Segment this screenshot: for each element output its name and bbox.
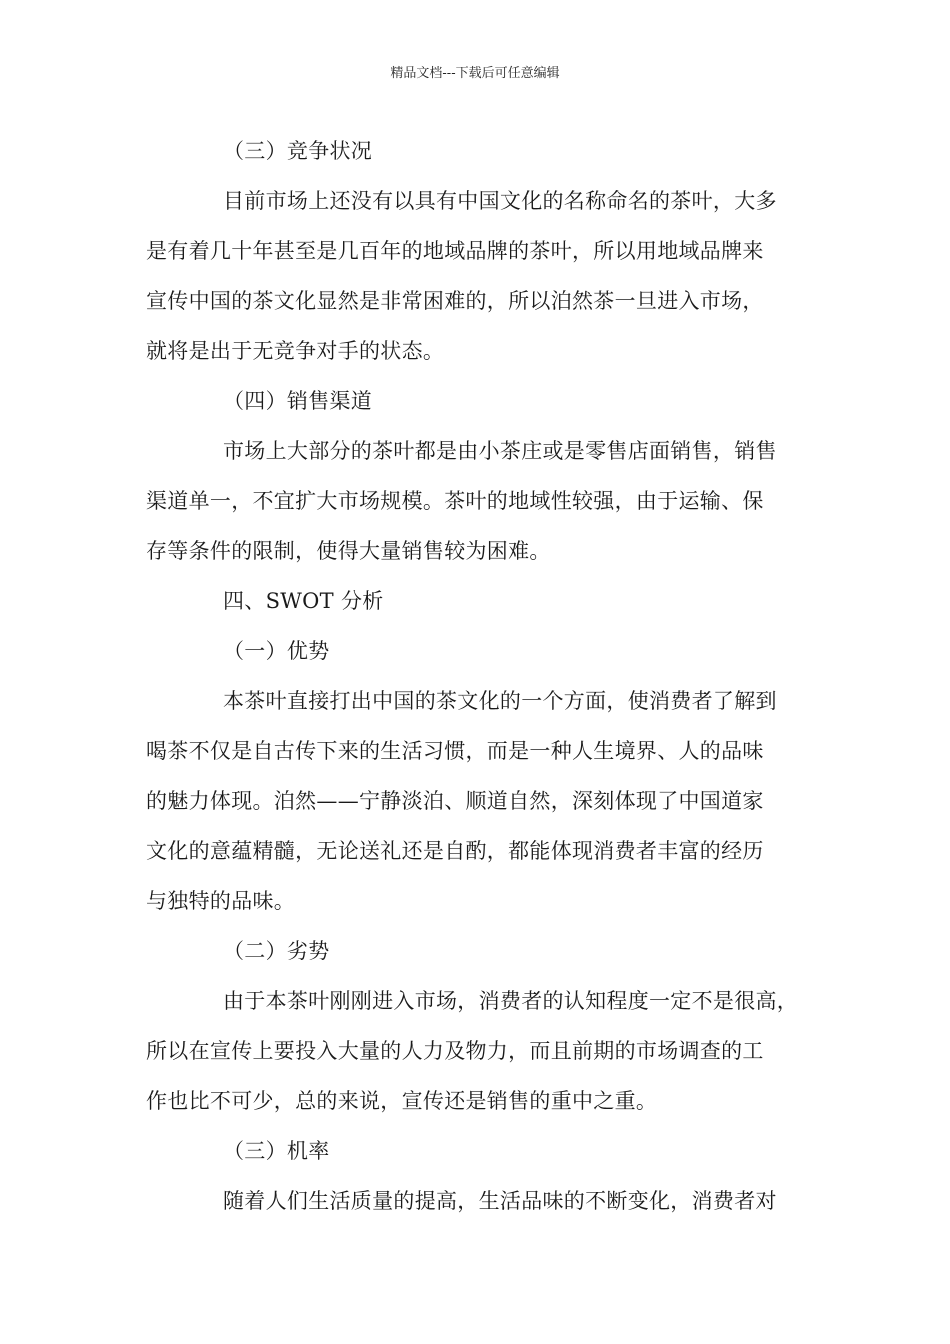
paragraph-line: 目前市场上还没有以具有中国文化的名称命名的茶叶，大多 bbox=[223, 189, 777, 213]
section-heading-weaknesses: （二）劣势 bbox=[223, 939, 330, 963]
paragraph-line: 作也比不可少，总的来说，宣传还是销售的重中之重。 bbox=[146, 1089, 658, 1113]
document-body bbox=[146, 126, 814, 1226]
paragraph-line: 是有着几十年甚至是几百年的地域品牌的茶叶，所以用地域品牌来 bbox=[146, 239, 764, 263]
section-heading-swot: 四、SWOT 分析 bbox=[223, 589, 384, 613]
paragraph-line: 文化的意蕴精髓，无论送礼还是自酌，都能体现消费者丰富的经历 bbox=[146, 839, 764, 863]
paragraph-line: 就将是出于无竞争对手的状态。 bbox=[146, 339, 445, 363]
section-heading-opportunities: （三）机率 bbox=[223, 1139, 330, 1163]
paragraph-line: 的魅力体现。泊然——宁静淡泊、顺道自然，深刻体现了中国道家 bbox=[146, 789, 764, 813]
section-heading-sales-channels: （四）销售渠道 bbox=[223, 389, 373, 413]
paragraph-line: 渠道单一，不宜扩大市场规模。茶叶的地域性较强，由于运输、保 bbox=[146, 489, 764, 513]
paragraph-line: 随着人们生活质量的提高，生活品味的不断变化，消费者对 bbox=[223, 1189, 777, 1213]
section-heading-competition: （三）竞争状况 bbox=[223, 139, 373, 163]
paragraph-line: 本茶叶直接打出中国的茶文化的一个方面，使消费者了解到 bbox=[223, 689, 777, 713]
paragraph-line: 存等条件的限制，使得大量销售较为困难。 bbox=[146, 539, 551, 563]
paragraph-line: 市场上大部分的茶叶都是由小茶庄或是零售店面销售，销售 bbox=[223, 439, 777, 463]
paragraph-line: 与独特的品味。 bbox=[146, 889, 296, 913]
section-heading-strengths: （一）优势 bbox=[223, 639, 330, 663]
paragraph-line: 宣传中国的茶文化显然是非常困难的，所以泊然茶一旦进入市场， bbox=[146, 289, 764, 313]
paragraph-line: 喝茶不仅是自古传下来的生活习惯，而是一种人生境界、人的品味 bbox=[146, 739, 764, 763]
paragraph-line: 由于本茶叶刚刚进入市场，消费者的认知程度一定不是很高， bbox=[223, 989, 799, 1013]
page-header: 精品文档---下载后可任意编辑 bbox=[390, 66, 560, 81]
paragraph-line: 所以在宣传上要投入大量的人力及物力，而且前期的市场调查的工 bbox=[146, 1039, 764, 1063]
